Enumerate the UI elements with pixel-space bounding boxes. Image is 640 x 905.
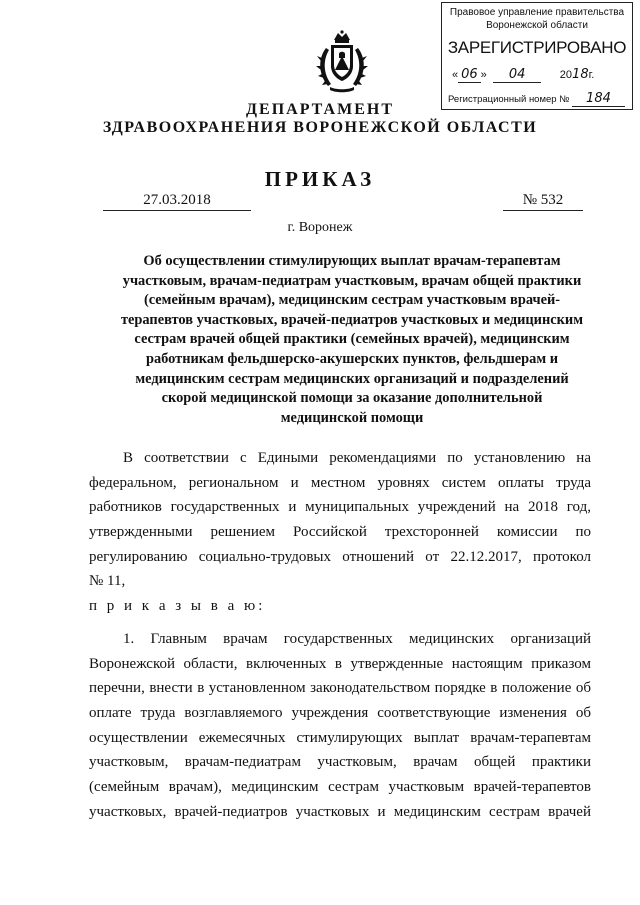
stamp-org-line2: Воронежской области bbox=[486, 20, 588, 31]
department-line1: ДЕПАРТАМЕНТ bbox=[246, 101, 394, 118]
order-date: 27.03.2018 bbox=[103, 192, 251, 211]
title-line: (семейным врачам), медицинским сестрам участковым врачей- bbox=[143, 292, 561, 309]
item-1-paragraph bbox=[89, 627, 591, 825]
item-1-line: участковых, врачей-педиатров участковых и медицинским сестрам врачей bbox=[89, 803, 591, 820]
title-line: сестрам врачей общей практики (семейных врачей), медицинским bbox=[134, 331, 570, 348]
preamble-line: регулированию социально-трудовых отношений от 22.12.2017, протокол bbox=[89, 548, 591, 565]
stamp-year-suffix: 18 bbox=[572, 67, 589, 82]
item-1-line: Воронежской области, включенных в утвержденные настоящим приказом bbox=[89, 655, 591, 672]
preamble-line: В соответствии с Едиными рекомендациями по установлению на bbox=[123, 450, 591, 466]
order-word: п р и к а з ы в а ю: bbox=[89, 598, 266, 615]
stamp-reg-label: Регистрационный номер № bbox=[448, 94, 570, 105]
preamble-paragraph bbox=[89, 446, 591, 619]
department-line2: ЗДРАВООХРАНЕНИЯ ВОРОНЕЖСКОЙ ОБЛАСТИ bbox=[102, 119, 538, 136]
preamble-line: федеральном, региональном и местном уровнях систем оплаты труда bbox=[89, 474, 591, 491]
preamble-line: № 11, bbox=[89, 573, 126, 590]
stamp-reg-number: 184 bbox=[572, 91, 625, 107]
stamp-day: 06 bbox=[458, 67, 481, 83]
preamble-line: работников государственных и муниципальных учреждений на 2018 год, bbox=[89, 499, 591, 516]
title-line: медицинским сестрам медицинских организаций и подразделений bbox=[135, 370, 569, 387]
order-city: г. Воронеж bbox=[287, 220, 353, 235]
order-title bbox=[112, 252, 592, 428]
document-type: ПРИКАЗ bbox=[264, 167, 376, 191]
stamp-month: 04 bbox=[493, 67, 542, 83]
title-line: скорой медицинской помощи за оказание дополнительной bbox=[161, 390, 543, 407]
title-line: Об осуществлении стимулирующих выплат врачам-терапевтам bbox=[143, 253, 561, 269]
item-1-line: (семейным врачам), медицинским сестрам участковым врачей-терапевтов bbox=[89, 779, 591, 796]
title-line: медицинской помощи bbox=[280, 409, 424, 426]
item-1-line: участковым, врачам-педиатрам участковым, врачам общей практики bbox=[89, 754, 591, 771]
stamp-org-line1: Правовое управление правительства bbox=[449, 7, 625, 18]
title-line: работникам фельдшерско-акушерских пунктов, фельдшерам и bbox=[145, 350, 559, 367]
stamp-year-prefix: 20 bbox=[559, 69, 573, 81]
registration-stamp bbox=[441, 2, 633, 110]
item-1-line: 1. Главным врачам государственных медицинских организаций bbox=[123, 631, 591, 647]
coat-of-arms-icon bbox=[312, 28, 372, 96]
preamble-line: утвержденными решением Российской трехсторонней комиссии по bbox=[89, 524, 591, 541]
title-line: терапевтов участковых, врачей-педиатров участковых и медицинским bbox=[120, 311, 584, 328]
order-number: № 532 bbox=[503, 192, 583, 211]
stamp-registered: ЗАРЕГИСТРИРОВАНО bbox=[447, 38, 627, 57]
item-1-line: перечни, внести в установленном законодательством порядке в положение об bbox=[89, 680, 591, 697]
title-line: участковым, врачам-педиатрам участковым, врачам общей практики bbox=[122, 272, 582, 289]
item-1-line: осуществлении ежемесячных стимулирующих выплат врачам-терапевтам bbox=[89, 729, 591, 746]
stamp-date: « 06 » 04 2018г. bbox=[452, 67, 595, 82]
item-1-line: оплате труда возглавляемого учреждения соответствующие изменения об bbox=[89, 705, 591, 722]
